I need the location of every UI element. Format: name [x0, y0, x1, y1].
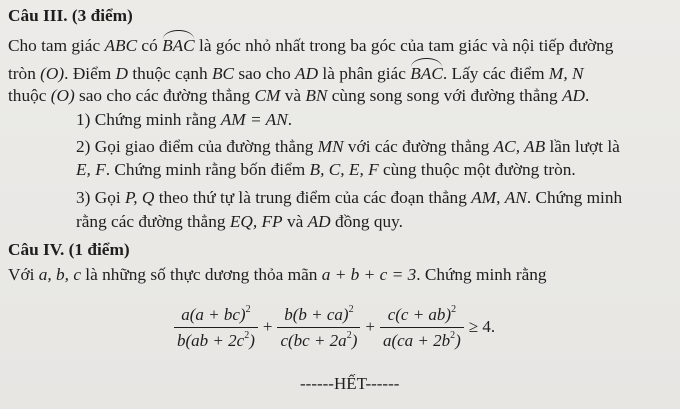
text: cùng song song với đường thẳng: [327, 86, 562, 105]
exponent: 2: [346, 329, 352, 341]
denominator-2: [277, 327, 360, 351]
fraction-1: [174, 304, 258, 351]
plus-sign: +: [262, 317, 273, 336]
denominator-3: [380, 327, 464, 351]
exponent: 2: [451, 303, 457, 315]
text: và: [282, 212, 308, 231]
exponent: 2: [245, 303, 251, 315]
text: Cho tam giác: [8, 36, 105, 55]
math-bn: BN: [305, 86, 328, 105]
numerator-2-text: b(b + ca): [284, 304, 349, 324]
text: 3) Gọi: [76, 188, 125, 207]
text: cùng thuộc một đường tròn.: [378, 160, 576, 179]
math-ef: E, F: [76, 160, 106, 179]
question-3-line-2: [8, 61, 583, 85]
text: sao cho các đường thẳng: [74, 86, 255, 105]
math-abc: ABC: [104, 36, 138, 55]
text: thuộc: [8, 86, 51, 105]
denominator-2-text: c(bc + 2a: [280, 330, 347, 350]
question-3-line-3: [8, 85, 589, 107]
angle-bac: BAC: [410, 61, 443, 85]
math-an: AN: [504, 188, 527, 207]
denominator-1: [174, 327, 258, 351]
text: thuộc cạnh: [128, 64, 212, 83]
question-3-part-2-line-2: [76, 159, 576, 181]
text: Với: [8, 265, 39, 284]
numerator-3: [385, 304, 459, 327]
math-am-an: AM = AN: [220, 110, 288, 129]
text: có: [137, 36, 163, 55]
text: . Lấy các điểm: [442, 64, 549, 83]
text: .: [585, 86, 590, 105]
inequality-formula: [172, 296, 498, 358]
end-mark: ------HẾT------: [300, 374, 400, 393]
text: với các đường thẳng: [343, 137, 494, 156]
text: . Chứng minh rằng: [416, 265, 547, 284]
text: .: [287, 110, 293, 129]
math-ad: AD: [295, 64, 319, 83]
math-pq: P, Q: [124, 188, 155, 207]
angle-bac: BAC: [162, 33, 195, 57]
exponent: 2: [244, 329, 250, 341]
math-ad: AD: [307, 212, 331, 231]
denominator-3-close: ): [455, 330, 461, 350]
math-mn: MN: [317, 137, 344, 156]
numerator-2: [281, 304, 356, 327]
text: và: [280, 86, 306, 105]
denominator-2-close: ): [351, 330, 358, 350]
text: đồng quy.: [330, 212, 403, 231]
text: tròn: [8, 64, 41, 83]
denominator-1-text: b(ab + 2c: [177, 330, 245, 350]
math-bcef: B, C, E, F: [309, 160, 379, 179]
denominator-1-close: ): [249, 330, 255, 350]
text: ,: [496, 188, 505, 207]
numerator-1: [178, 304, 253, 327]
question-3-part-3-line-1: [76, 187, 622, 209]
numerator-1-text: a(a + bc): [181, 304, 246, 324]
text: là những số thực dương thỏa mãn: [80, 265, 322, 284]
plus-sign: +: [365, 317, 375, 336]
exponent: 2: [450, 329, 456, 341]
denominator-3-text: a(ca + 2b: [382, 330, 451, 350]
math-cm: CM: [254, 86, 281, 105]
text: 2) Gọi giao điểm của đường thẳng: [76, 137, 318, 156]
math-ad: AD: [561, 86, 586, 105]
math-ac-ab: AC, AB: [493, 137, 546, 156]
text: 1) Chứng minh rằng: [76, 110, 221, 129]
text: lần lượt là: [545, 137, 620, 156]
math-bc: BC: [212, 64, 235, 83]
math-o: (O): [50, 86, 75, 105]
math-d: D: [115, 64, 129, 83]
text: . Chứng minh rằng bốn điểm: [105, 160, 310, 179]
fraction-3: [380, 304, 464, 351]
text: . Chứng minh: [526, 188, 623, 207]
question-3-part-3-line-2: [76, 211, 403, 233]
numerator-3-text: c(c + ab): [387, 304, 452, 324]
math-abc-vars: a, b, c: [38, 265, 81, 284]
math-o: (O): [40, 64, 65, 83]
fraction-2: [277, 304, 360, 351]
text: sao cho: [234, 64, 296, 83]
exponent: 2: [348, 303, 354, 315]
text: theo thứ tự là trung điểm của các đoạn thẳng: [154, 188, 472, 207]
text: . Điểm: [64, 64, 116, 83]
question-4-line-1: [8, 264, 547, 286]
question-4-heading: Câu IV. (1 điểm): [8, 240, 130, 259]
text: là phân giác: [318, 64, 411, 83]
math-mn: M, N: [548, 64, 584, 83]
question-3-part-2-line-1: [76, 136, 620, 158]
math-am: AM: [471, 188, 497, 207]
question-3-line-1: [8, 33, 613, 57]
math-eq-fp: EQ, FP: [229, 212, 283, 231]
question-3-heading: Câu III. (3 điểm): [8, 6, 133, 25]
inequality-rhs: ≥ 4.: [468, 317, 496, 336]
text: là góc nhỏ nhất trong ba góc của tam giác và nội tiếp đường: [194, 36, 614, 55]
question-3-part-1: [76, 109, 292, 131]
math-sum-eq: a + b + c = 3: [321, 265, 417, 284]
text: rằng các đường thẳng: [76, 212, 230, 231]
